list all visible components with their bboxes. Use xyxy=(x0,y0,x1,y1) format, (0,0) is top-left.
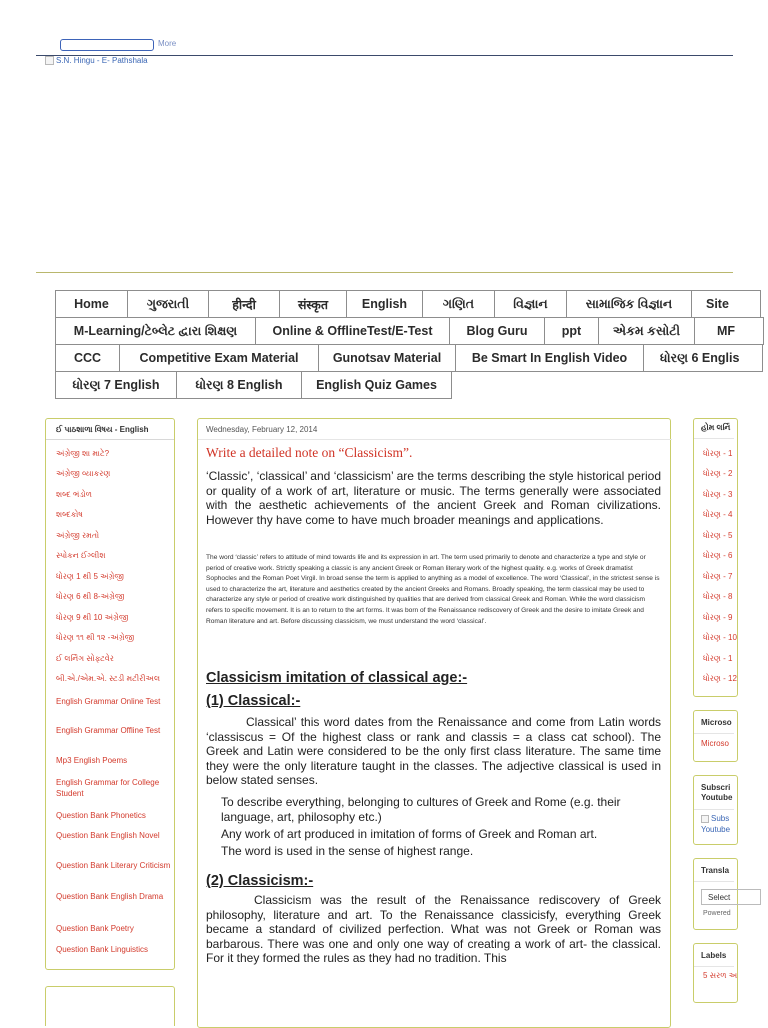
nav-item-sanskrit[interactable]: संस्कृत xyxy=(279,290,347,318)
label-link[interactable]: 5 સરળ અ xyxy=(703,971,738,980)
classicism-paragraph: Classicism was the result of the Renaissance rediscovery of Greek philosophy, literature and art. To the Renaissance classicisfy, everything Greek became a standard of civilized perfection. What was not Greek or Roman was barbarous. There was one and only one way of creating a work of art- the classical. For it they formed the rules as they had no tradition. This xyxy=(206,893,661,965)
post-date: Wednesday, February 12, 2014 xyxy=(206,425,318,434)
right-box-title: હોમ લર્નિ xyxy=(701,423,731,432)
right-link[interactable]: ધોરણ - 2 xyxy=(703,469,733,478)
left-link[interactable]: ધોરણ 6 થી 8-અંગ્રેજી xyxy=(56,592,125,601)
right-sidebar-box-microsoft xyxy=(693,710,738,762)
right-box-title: Transla xyxy=(701,866,730,875)
right-box-title: Subscri xyxy=(701,783,731,792)
right-sidebar-box-youtube xyxy=(693,775,738,845)
left-link[interactable]: ધોરણ ૧૧ થી ૧૨ -અંગ્રેજી xyxy=(56,633,135,642)
left-link[interactable]: Question Bank English Novel xyxy=(56,831,160,840)
nav-item-unit-test[interactable]: એકમ કસોટી xyxy=(598,317,695,345)
right-link[interactable]: ધોરણ - 1 xyxy=(703,654,733,663)
nav-item-mf[interactable]: MF xyxy=(694,317,764,345)
bullet-item: The word is used in the sense of highest range. xyxy=(221,844,474,858)
divider xyxy=(694,809,734,810)
more-link[interactable]: More xyxy=(158,39,177,48)
right-link[interactable]: ધોરણ - 12 xyxy=(703,674,737,683)
broken-image-icon xyxy=(701,815,709,823)
nav-item-std6-english[interactable]: ધોરણ 6 Englis xyxy=(643,344,763,372)
bullet-item: Any work of art produced in imitation of forms of Greek and Roman art. xyxy=(221,827,598,841)
right-link[interactable]: ધોરણ - 4 xyxy=(703,510,733,519)
nav-item-ppt[interactable]: ppt xyxy=(544,317,599,345)
nav-item-english[interactable]: English xyxy=(346,290,423,318)
left-link[interactable]: Question Bank Poetry xyxy=(56,924,134,933)
left-link[interactable]: Mp3 English Poems xyxy=(56,756,128,765)
top-bar xyxy=(36,0,733,56)
header-divider xyxy=(36,272,733,273)
right-box-title: Microso xyxy=(701,718,732,727)
nav-row-2 xyxy=(55,317,736,344)
right-link[interactable]: ધોરણ - 7 xyxy=(703,572,733,581)
post-title[interactable]: Write a detailed note on “Classicism”. xyxy=(206,445,413,460)
main-nav xyxy=(55,290,740,398)
nav-item-online-test[interactable]: Online & OfflineTest/E-Test xyxy=(255,317,450,345)
left-link[interactable]: English Grammar Offline Test xyxy=(56,726,161,735)
nav-item-social-science[interactable]: સામાજિક વિજ્ઞાન xyxy=(566,290,692,318)
classical-paragraph: Classical’ this word dates from the Renaissance and come from Latin words ‘classiscus = Of the highest class or rank and classis = a class cat school). The Greek and Latin were considered to be the only first class literature. The same time they were the only literature taught in the classes. The adjective classical is used in below stated senses. xyxy=(206,715,661,787)
nav-item-site[interactable]: Site xyxy=(691,290,761,318)
post-date-divider xyxy=(198,439,672,440)
nav-item-gunotsav[interactable]: Gunotsav Material xyxy=(318,344,456,372)
left-link[interactable]: Question Bank Linguistics xyxy=(56,945,149,954)
nav-item-competitive-exam[interactable]: Competitive Exam Material xyxy=(119,344,319,372)
right-sidebar-box-home-learning xyxy=(693,418,738,697)
left-link[interactable]: સ્પોકન ઈંગ્લીશ xyxy=(56,551,106,560)
left-sidebar xyxy=(45,418,175,970)
right-box-title: Youtube xyxy=(701,793,733,802)
right-link[interactable]: Microso xyxy=(701,739,730,748)
nav-item-ccc[interactable]: CCC xyxy=(55,344,120,372)
left-link[interactable]: અંગ્રેજી શા માટે? xyxy=(56,449,110,458)
nav-item-english-quiz[interactable]: English Quiz Games xyxy=(301,371,452,399)
nav-row-1 xyxy=(55,290,733,317)
search-input[interactable] xyxy=(60,39,154,51)
nav-item-maths[interactable]: ગણિત xyxy=(422,290,495,318)
powered-by-text: Powered xyxy=(703,910,731,917)
nav-item-be-smart-video[interactable]: Be Smart In English Video xyxy=(455,344,644,372)
right-link[interactable]: ધોરણ - 9 xyxy=(703,613,733,622)
left-link[interactable]: અંગ્રેજી રમતો xyxy=(56,531,100,540)
left-link[interactable]: Question Bank Phonetics xyxy=(56,811,146,820)
right-link[interactable]: ધોરણ - 10 xyxy=(703,633,737,642)
left-link[interactable]: અંગ્રેજી વ્યાકરણ xyxy=(56,469,111,478)
site-logo-alt-text: S.N. Hingu - E- Pathshala xyxy=(56,56,148,65)
bullet-item: To describe everything, belonging to cultures of Greek and Rome (e.g. their language, art, philosophy etc.) xyxy=(221,795,621,824)
right-link[interactable]: ધોરણ - 1 xyxy=(703,449,733,458)
language-select[interactable]: Select xyxy=(701,889,761,905)
nav-item-science[interactable]: વિજ્ઞાન xyxy=(494,290,567,318)
broken-image-icon xyxy=(45,56,54,65)
right-sidebar-box-translate xyxy=(693,858,738,930)
nav-item-std7-english[interactable]: ધોરણ 7 English xyxy=(55,371,177,399)
left-sidebar-box-2 xyxy=(45,986,175,1026)
left-link[interactable]: Question Bank English Drama xyxy=(56,892,164,901)
left-link[interactable]: English Grammar Online Test xyxy=(56,697,161,706)
left-link[interactable]: ધોરણ 1 થી 5 અંગ્રેજી xyxy=(56,572,124,581)
nav-item-home[interactable]: Home xyxy=(55,290,128,318)
section-heading-classical: (1) Classical:- xyxy=(206,693,301,709)
nav-row-4 xyxy=(55,371,733,398)
right-link[interactable]: ધોરણ - 5 xyxy=(703,531,733,540)
left-link[interactable]: શબ્દકોષ xyxy=(56,510,83,519)
site-logo[interactable] xyxy=(45,56,148,65)
subscribe-image-alt: Subs xyxy=(711,814,730,823)
right-link[interactable]: ધોરણ - 8 xyxy=(703,592,733,601)
divider xyxy=(694,881,734,882)
left-sidebar-title: ઈ પાઠશાળા વિષય - English xyxy=(46,419,174,440)
section-heading-classicism-imitation: Classicism imitation of classical age:- xyxy=(206,670,468,686)
subscribe-image-alt-2[interactable]: Youtube xyxy=(701,825,731,834)
subscribe-image[interactable] xyxy=(701,814,729,823)
left-link[interactable]: English Grammar for College Student xyxy=(56,778,160,798)
post-small-paragraph: The word ‘classic’ refers to attitude of mind towards life and its expression in art. The term used primarily to denote and characterize a type and style or period of creative work. Strictly speaking a classic is any ancient Greek or Roman literary work of the highest quality. e.g. works of Greek dramatist Sophocles and the Roman Poet Virgil. In broad sense the term is applied to anything as a model of excellence. The word ‘Classical’, in the strictest sense is used to characterize the art, literature and aesthetics created by the ancient Greeks and Romans. Broadly speaking, the term classical may be used to characterize any style or period of creative work distinguished by qualities that are derived from classical Greek and Roman. While the word classicism refers to specific movement. It is an to return to the art forms. It was born of the Renaissance rediscovery of Greek and the desire to imitate Greek and Roman literature and art. Before discussing classicism, we must understand the word ‘classical’. xyxy=(206,554,660,625)
left-link[interactable]: Question Bank Literary Criticism xyxy=(56,861,171,870)
nav-item-hindi[interactable]: हीन्दी xyxy=(208,290,280,318)
post-container xyxy=(197,418,671,1028)
divider xyxy=(694,966,734,967)
section-heading-classicism: (2) Classicism:- xyxy=(206,873,314,889)
left-link[interactable]: બી.એ./એમ.એ. સ્ટડી મટીરીઅલ xyxy=(56,674,161,683)
divider xyxy=(694,438,734,439)
right-link[interactable]: ધોરણ - 6 xyxy=(703,551,733,560)
right-box-title: Labels xyxy=(701,951,727,960)
left-link[interactable]: શબ્દ ભંડોળ xyxy=(56,490,93,499)
nav-item-gujarati[interactable]: ગુજરાતી xyxy=(127,290,209,318)
nav-item-blog-guru[interactable]: Blog Guru xyxy=(449,317,545,345)
right-sidebar-box-labels xyxy=(693,943,738,1003)
nav-row-3 xyxy=(55,344,740,371)
left-link[interactable]: ધોરણ 9 થી 10 અંગ્રેજી xyxy=(56,613,129,622)
divider xyxy=(694,733,734,734)
nav-item-std8-english[interactable]: ધોરણ 8 English xyxy=(176,371,302,399)
right-link[interactable]: ધોરણ - 3 xyxy=(703,490,733,499)
nav-item-m-learning[interactable]: M-Learning/ટેબ્લેટ દ્વારા શિક્ષણ xyxy=(55,317,256,345)
post-intro-paragraph: ‘Classic’, ‘classical’ and ‘classicism’ are the terms describing the style historical period or quality of a work of art, literature or music. The terms generally were associated with the aesthetic achievements of the ancient Greek and Roman civilizations. However thy have come to have much broader meanings and applications. xyxy=(206,469,661,527)
left-link[interactable]: ઈ લર્નિંગ સોફ્ટવેર xyxy=(56,654,114,663)
